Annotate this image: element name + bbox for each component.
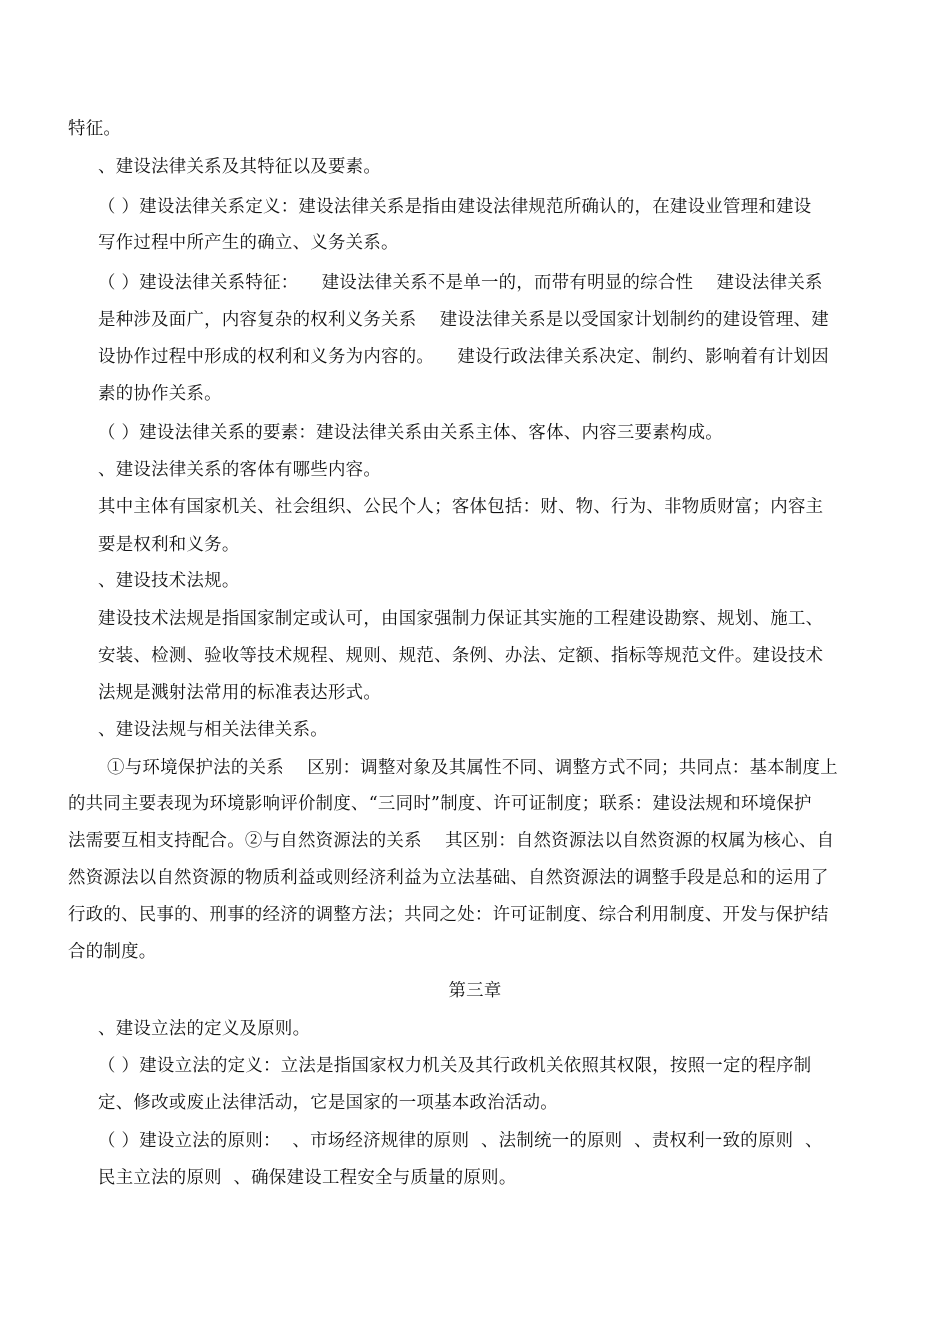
text-line: 是种涉及面广，内容复杂的权利义务关系 建设法律关系是以受国家计划制约的建设管理、建 (98, 310, 829, 330)
text-line: 建设技术法规是指国家制定或认可，由国家强制力保证其实施的工程建设勘察、规划、施工、 (98, 609, 824, 629)
text-line: （ ）建设法律关系特征： 建设法律关系不是单一的，而带有明显的综合性 建设法律关系 (98, 273, 823, 293)
text-line: 民主立法的原则 、确保建设工程安全与质量的原则。 (98, 1168, 517, 1188)
text-line: 法需要互相支持配合。②与自然资源法的关系 其区别：自然资源法以自然资源的权属为核心、自 (68, 831, 835, 851)
text-line: 定、修改或废止法律活动，它是国家的一项基本政治活动。 (98, 1093, 558, 1113)
text-line: 设协作过程中形成的权利和义务为内容的。 建设行政法律关系决定、制约、影响着有计划因 (98, 347, 829, 367)
section-heading: 、建设法规与相关法律关系。 (98, 720, 328, 740)
section-heading: 、建设法律关系的客体有哪些内容。 (98, 460, 382, 480)
text-line: 素的协作关系。 (98, 384, 222, 404)
text-line: 然资源法以自然资源的物质利益或则经济利益为立法基础、自然资源法的调整手段是总和的运用了 (68, 868, 829, 888)
text-line: （ ）建设法律关系的要素：建设法律关系由关系主体、客体、内容三要素构成。 (98, 423, 724, 443)
text-line: 写作过程中所产生的确立、义务关系。 (98, 233, 399, 253)
text-line: 特征。 (68, 119, 122, 139)
text-line: （ ）建设法律关系定义：建设法律关系是指由建设法律规范所确认的，在建设业管理和建设 (98, 197, 812, 217)
text-line: 其中主体有国家机关、社会组织、公民个人；客体包括：财、物、行为、非物质财富；内容主 (98, 497, 824, 517)
section-heading: 、建设技术法规。 (98, 571, 240, 591)
text-line: 合的制度。 (68, 942, 157, 962)
text-line: 法规是溅射法常用的标准表达形式。 (98, 683, 382, 703)
text-line: （ ）建设立法的原则： 、市场经济规律的原则 、法制统一的原则 、责权利一致的原则 、 (98, 1131, 823, 1151)
text-line: （ ）建设立法的定义：立法是指国家权力机关及其行政机关依照其权限，按照一定的程序制 (98, 1056, 812, 1076)
section-heading: 、建设立法的定义及原则。 (98, 1019, 311, 1039)
chapter-title: 第三章 (448, 981, 502, 1001)
section-heading: 、建设法律关系及其特征以及要素。 (98, 157, 382, 177)
text-line: 行政的、民事的、刑事的经济的调整方法；共同之处：许可证制度、综合利用制度、开发与保护结 (68, 905, 829, 925)
text-line: ①与环境保护法的关系 区别：调整对象及其属性不同、调整方式不同；共同点：基本制度上 (107, 758, 838, 778)
text-line: 的共同主要表现为环境影响评价制度、“三同时”制度、许可证制度；联系：建设法规和环境保护 (68, 794, 812, 814)
text-line: 要是权利和义务。 (98, 535, 240, 555)
text-line: 安装、检测、验收等技术规程、规则、规范、条例、办法、定额、指标等规范文件。建设技术 (98, 646, 824, 666)
